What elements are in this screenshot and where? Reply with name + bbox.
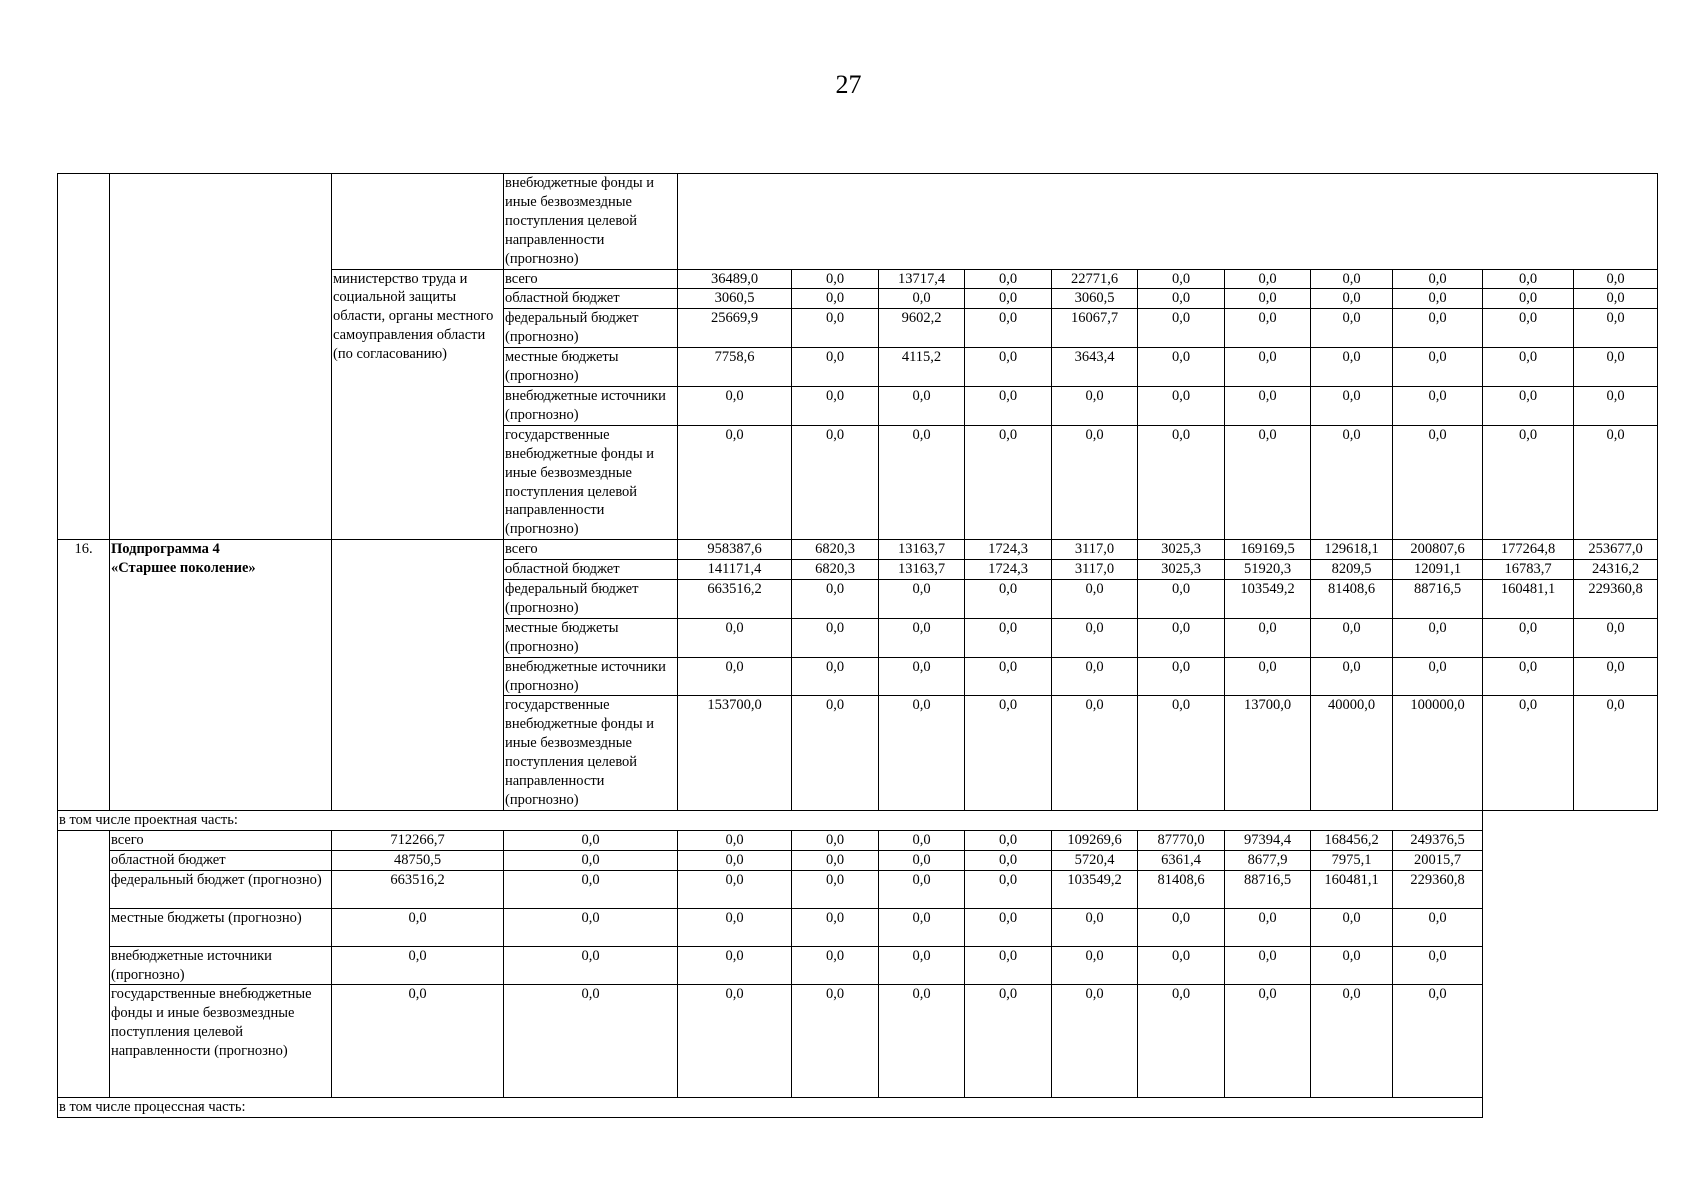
value-cell: 0,0 <box>1138 309 1225 348</box>
table-row <box>58 810 1658 830</box>
value-cell: 40000,0 <box>1311 696 1393 810</box>
table-row <box>58 946 1658 985</box>
value-cell: 0,0 <box>1574 425 1658 539</box>
table-row <box>58 870 1658 908</box>
value-cell: 0,0 <box>1311 908 1393 946</box>
value-cell: 249376,5 <box>1393 830 1483 850</box>
value-cell: 0,0 <box>1311 618 1393 657</box>
value-cell: 0,0 <box>504 870 678 908</box>
value-cell: 0,0 <box>1052 425 1138 539</box>
value-cell: 663516,2 <box>678 580 792 619</box>
value-cell: 0,0 <box>965 850 1052 870</box>
value-cell: 0,0 <box>965 386 1052 425</box>
value-cell: 0,0 <box>1393 386 1483 425</box>
value-cell: 5720,4 <box>1052 850 1138 870</box>
budget-table <box>57 173 1658 1118</box>
value-cell: 0,0 <box>792 696 879 810</box>
value-cell: 0,0 <box>792 870 879 908</box>
value-cell: 0,0 <box>678 850 792 870</box>
value-cell: 0,0 <box>1052 985 1138 1098</box>
value-cell: 0,0 <box>965 289 1052 309</box>
value-cell: 13717,4 <box>879 269 965 289</box>
source-cell: государственные внебюджетные фонды и иные безвозмездные поступления целевой направленности (прогнозно) <box>504 425 678 539</box>
value-cell: 0,0 <box>678 830 792 850</box>
value-cell: 0,0 <box>1225 425 1311 539</box>
value-cell: 100000,0 <box>1393 696 1483 810</box>
value-cell: 3025,3 <box>1138 560 1225 580</box>
source-cell: местные бюджеты (прогнозно) <box>504 348 678 387</box>
value-cell: 0,0 <box>1483 618 1574 657</box>
value-cell: 0,0 <box>965 309 1052 348</box>
value-cell: 0,0 <box>1052 580 1138 619</box>
value-cell: 0,0 <box>1311 946 1393 985</box>
source-cell: федеральный бюджет (прогнозно) <box>504 580 678 619</box>
value-cell: 0,0 <box>792 985 879 1098</box>
source-cell: государственные внебюджетные фонды и иные безвозмездные поступления целевой направленности (прогнозно) <box>110 985 332 1098</box>
value-cell: 0,0 <box>1138 348 1225 387</box>
value-cell: 0,0 <box>1138 289 1225 309</box>
value-cell: 87770,0 <box>1138 830 1225 850</box>
section-label: в том числе проектная часть: <box>58 810 1483 830</box>
value-cell: 0,0 <box>1483 386 1574 425</box>
source-cell: областной бюджет <box>110 850 332 870</box>
process-part-section <box>58 1098 1658 1118</box>
value-cell: 0,0 <box>965 269 1052 289</box>
prev-section <box>58 174 1658 540</box>
value-cell: 0,0 <box>792 425 879 539</box>
value-cell: 7975,1 <box>1311 850 1393 870</box>
table-row <box>58 830 1658 850</box>
value-cell: 0,0 <box>879 830 965 850</box>
value-cell: 13700,0 <box>1225 696 1311 810</box>
table-row <box>58 540 1658 560</box>
value-cell: 0,0 <box>879 289 965 309</box>
value-cell: 0,0 <box>879 580 965 619</box>
value-cell: 3117,0 <box>1052 560 1138 580</box>
value-cell: 3060,5 <box>678 289 792 309</box>
subprogram-title-line: «Старшее поколение» <box>111 560 256 577</box>
value-cell: 88716,5 <box>1393 580 1483 619</box>
value-cell: 0,0 <box>678 425 792 539</box>
value-cell: 0,0 <box>1225 908 1311 946</box>
value-cell: 229360,8 <box>1393 870 1483 908</box>
source-cell: федеральный бюджет (прогнозно) <box>504 309 678 348</box>
value-cell: 0,0 <box>792 618 879 657</box>
value-cell: 0,0 <box>965 657 1052 696</box>
value-cell: 81408,6 <box>1311 580 1393 619</box>
value-cell: 0,0 <box>792 269 879 289</box>
value-cell: 0,0 <box>1225 985 1311 1098</box>
value-cell: 0,0 <box>1138 696 1225 810</box>
value-cell: 0,0 <box>1052 386 1138 425</box>
source-cell: внебюджетные источники (прогнозно) <box>504 657 678 696</box>
value-cell: 0,0 <box>965 425 1052 539</box>
value-cell: 0,0 <box>678 908 792 946</box>
value-cell: 0,0 <box>965 580 1052 619</box>
table-row <box>58 985 1658 1098</box>
value-cell: 177264,8 <box>1483 540 1574 560</box>
subprogram-title <box>110 540 332 811</box>
value-cell: 0,0 <box>1393 348 1483 387</box>
value-cell: 6820,3 <box>792 540 879 560</box>
value-cell: 0,0 <box>1138 425 1225 539</box>
value-cell: 103549,2 <box>1225 580 1311 619</box>
value-cell: 0,0 <box>332 908 504 946</box>
value-cell: 0,0 <box>1393 908 1483 946</box>
value-cell: 0,0 <box>1311 386 1393 425</box>
value-cell: 0,0 <box>504 850 678 870</box>
value-cell: 0,0 <box>678 657 792 696</box>
value-cell: 0,0 <box>1311 425 1393 539</box>
value-cell: 712266,7 <box>332 830 504 850</box>
value-cell: 3643,4 <box>1052 348 1138 387</box>
value-cell: 4115,2 <box>879 348 965 387</box>
value-cell: 253677,0 <box>1574 540 1658 560</box>
value-cell: 0,0 <box>965 870 1052 908</box>
value-cell: 1724,3 <box>965 560 1052 580</box>
value-cell: 0,0 <box>1138 946 1225 985</box>
value-cell: 0,0 <box>1225 289 1311 309</box>
value-cell: 0,0 <box>792 580 879 619</box>
value-cell: 12091,1 <box>1393 560 1483 580</box>
value-cell: 0,0 <box>332 946 504 985</box>
value-cell: 51920,3 <box>1225 560 1311 580</box>
source-cell: всего <box>110 830 332 850</box>
value-cell: 0,0 <box>1311 657 1393 696</box>
value-cell: 16783,7 <box>1483 560 1574 580</box>
source-cell: местные бюджеты (прогнозно) <box>504 618 678 657</box>
value-cell: 0,0 <box>1052 657 1138 696</box>
value-cell: 6361,4 <box>1138 850 1225 870</box>
value-cell: 0,0 <box>1138 657 1225 696</box>
value-cell: 3117,0 <box>1052 540 1138 560</box>
value-cell: 0,0 <box>792 850 879 870</box>
page-number: 27 <box>835 70 862 99</box>
value-cell: 7758,6 <box>678 348 792 387</box>
value-cell: 0,0 <box>792 830 879 850</box>
value-cell: 0,0 <box>965 985 1052 1098</box>
executor-cell: министерство труда и социальной защиты области, органы местного самоуправления области (по согласованию) <box>332 269 504 540</box>
value-cell: 13163,7 <box>879 560 965 580</box>
source-cell: местные бюджеты (прогнозно) <box>110 908 332 946</box>
value-cell: 0,0 <box>879 696 965 810</box>
value-cell: 0,0 <box>1483 309 1574 348</box>
source-cell: федеральный бюджет (прогнозно) <box>110 870 332 908</box>
value-cell: 0,0 <box>1393 269 1483 289</box>
value-cell: 0,0 <box>1393 289 1483 309</box>
value-cell: 160481,1 <box>1483 580 1574 619</box>
value-cell: 3025,3 <box>1138 540 1225 560</box>
value-cell: 0,0 <box>1483 696 1574 810</box>
value-cell: 20015,7 <box>1393 850 1483 870</box>
value-cell: 0,0 <box>965 946 1052 985</box>
value-cell: 0,0 <box>1311 269 1393 289</box>
value-cell: 103549,2 <box>1052 870 1138 908</box>
value-cell: 0,0 <box>879 908 965 946</box>
value-cell: 141171,4 <box>678 560 792 580</box>
value-cell: 0,0 <box>879 946 965 985</box>
value-cell: 958387,6 <box>678 540 792 560</box>
value-cell: 0,0 <box>1393 946 1483 985</box>
value-cell: 663516,2 <box>332 870 504 908</box>
value-cell: 0,0 <box>1138 386 1225 425</box>
value-cell: 0,0 <box>879 850 965 870</box>
value-cell: 0,0 <box>1052 908 1138 946</box>
source-cell: всего <box>504 269 678 289</box>
value-cell: 9602,2 <box>879 309 965 348</box>
source-cell: областной бюджет <box>504 289 678 309</box>
source-cell: государственные внебюджетные фонды и иные безвозмездные поступления целевой направленности (прогнозно) <box>504 696 678 810</box>
executor-cell <box>332 540 504 811</box>
table-row <box>58 908 1658 946</box>
value-cell: 0,0 <box>504 946 678 985</box>
value-cell: 229360,8 <box>1574 580 1658 619</box>
value-cell: 0,0 <box>504 830 678 850</box>
value-cell: 0,0 <box>792 946 879 985</box>
value-cell: 0,0 <box>1574 386 1658 425</box>
value-cell: 0,0 <box>1225 657 1311 696</box>
value-cell: 160481,1 <box>1311 870 1393 908</box>
value-cell: 0,0 <box>1574 289 1658 309</box>
value-cell: 0,0 <box>1574 696 1658 810</box>
value-cell: 0,0 <box>792 386 879 425</box>
value-cell: 0,0 <box>1574 348 1658 387</box>
value-cell: 0,0 <box>879 386 965 425</box>
value-cell: 97394,4 <box>1225 830 1311 850</box>
table-row <box>58 174 1658 270</box>
name-cell <box>110 174 332 540</box>
value-cell: 0,0 <box>1574 618 1658 657</box>
value-cell: 0,0 <box>1311 348 1393 387</box>
value-cell: 0,0 <box>1225 348 1311 387</box>
number-cell <box>58 174 110 540</box>
value-cell: 0,0 <box>792 657 879 696</box>
value-cell: 0,0 <box>1393 309 1483 348</box>
value-cell: 0,0 <box>1138 985 1225 1098</box>
value-cell: 0,0 <box>965 618 1052 657</box>
value-cell: 0,0 <box>965 830 1052 850</box>
value-cell: 0,0 <box>965 908 1052 946</box>
value-cell: 0,0 <box>1311 289 1393 309</box>
source-cell: внебюджетные фонды и иные безвозмездные поступления целевой направленности (прогнозно) <box>504 174 678 270</box>
value-cell: 0,0 <box>678 618 792 657</box>
value-cell: 0,0 <box>1138 908 1225 946</box>
value-cell: 0,0 <box>879 657 965 696</box>
row-number: 16. <box>58 540 110 811</box>
value-cell: 8677,9 <box>1225 850 1311 870</box>
value-cell: 0,0 <box>792 289 879 309</box>
value-cell: 0,0 <box>1225 618 1311 657</box>
value-cell: 48750,5 <box>332 850 504 870</box>
executor-cell <box>58 830 110 1098</box>
source-cell: внебюджетные источники (прогнозно) <box>504 386 678 425</box>
empty-values-cell <box>678 174 1658 270</box>
value-cell: 0,0 <box>678 946 792 985</box>
value-cell: 0,0 <box>678 985 792 1098</box>
value-cell: 0,0 <box>1138 269 1225 289</box>
value-cell: 0,0 <box>1393 657 1483 696</box>
value-cell: 0,0 <box>1393 618 1483 657</box>
value-cell: 1724,3 <box>965 540 1052 560</box>
value-cell: 0,0 <box>1393 425 1483 539</box>
value-cell: 0,0 <box>879 618 965 657</box>
value-cell: 0,0 <box>879 985 965 1098</box>
subprogram-title-line: Подпрограмма 4 <box>111 541 220 558</box>
value-cell: 88716,5 <box>1225 870 1311 908</box>
value-cell: 22771,6 <box>1052 269 1138 289</box>
value-cell: 0,0 <box>504 985 678 1098</box>
value-cell: 6820,3 <box>792 560 879 580</box>
value-cell: 0,0 <box>1311 309 1393 348</box>
value-cell: 0,0 <box>792 309 879 348</box>
value-cell: 129618,1 <box>1311 540 1393 560</box>
value-cell: 0,0 <box>879 425 965 539</box>
value-cell: 0,0 <box>1483 269 1574 289</box>
value-cell: 169169,5 <box>1225 540 1311 560</box>
value-cell: 0,0 <box>1483 348 1574 387</box>
value-cell: 81408,6 <box>1138 870 1225 908</box>
value-cell: 0,0 <box>965 696 1052 810</box>
value-cell: 0,0 <box>1052 946 1138 985</box>
source-cell: всего <box>504 540 678 560</box>
table-row <box>58 850 1658 870</box>
value-cell: 0,0 <box>504 908 678 946</box>
value-cell: 0,0 <box>792 348 879 387</box>
subprogram-4-section <box>58 540 1658 811</box>
section-label: в том числе процессная часть: <box>58 1098 1483 1118</box>
value-cell: 0,0 <box>1225 269 1311 289</box>
value-cell: 168456,2 <box>1311 830 1393 850</box>
value-cell: 0,0 <box>1574 269 1658 289</box>
value-cell: 0,0 <box>1225 946 1311 985</box>
value-cell: 0,0 <box>1225 309 1311 348</box>
value-cell: 0,0 <box>1138 580 1225 619</box>
table-row <box>58 1098 1658 1118</box>
value-cell: 36489,0 <box>678 269 792 289</box>
value-cell: 0,0 <box>792 908 879 946</box>
value-cell: 0,0 <box>1574 657 1658 696</box>
value-cell: 13163,7 <box>879 540 965 560</box>
source-cell: областной бюджет <box>504 560 678 580</box>
value-cell: 0,0 <box>879 870 965 908</box>
value-cell: 109269,6 <box>1052 830 1138 850</box>
value-cell: 16067,7 <box>1052 309 1138 348</box>
value-cell: 0,0 <box>1574 309 1658 348</box>
value-cell: 0,0 <box>1052 696 1138 810</box>
value-cell: 25669,9 <box>678 309 792 348</box>
value-cell: 0,0 <box>1225 386 1311 425</box>
value-cell: 3060,5 <box>1052 289 1138 309</box>
value-cell: 0,0 <box>332 985 504 1098</box>
project-part-section <box>58 810 1658 1098</box>
value-cell: 0,0 <box>678 386 792 425</box>
value-cell: 153700,0 <box>678 696 792 810</box>
value-cell: 0,0 <box>1052 618 1138 657</box>
value-cell: 8209,5 <box>1311 560 1393 580</box>
value-cell: 0,0 <box>1483 289 1574 309</box>
source-cell: внебюджетные источники (прогнозно) <box>110 946 332 985</box>
value-cell: 0,0 <box>965 348 1052 387</box>
value-cell: 0,0 <box>1311 985 1393 1098</box>
value-cell: 0,0 <box>1393 985 1483 1098</box>
value-cell: 24316,2 <box>1574 560 1658 580</box>
value-cell: 200807,6 <box>1393 540 1483 560</box>
value-cell: 0,0 <box>1483 657 1574 696</box>
value-cell: 0,0 <box>1483 425 1574 539</box>
executor-cell <box>332 174 504 270</box>
value-cell: 0,0 <box>678 870 792 908</box>
value-cell: 0,0 <box>1138 618 1225 657</box>
